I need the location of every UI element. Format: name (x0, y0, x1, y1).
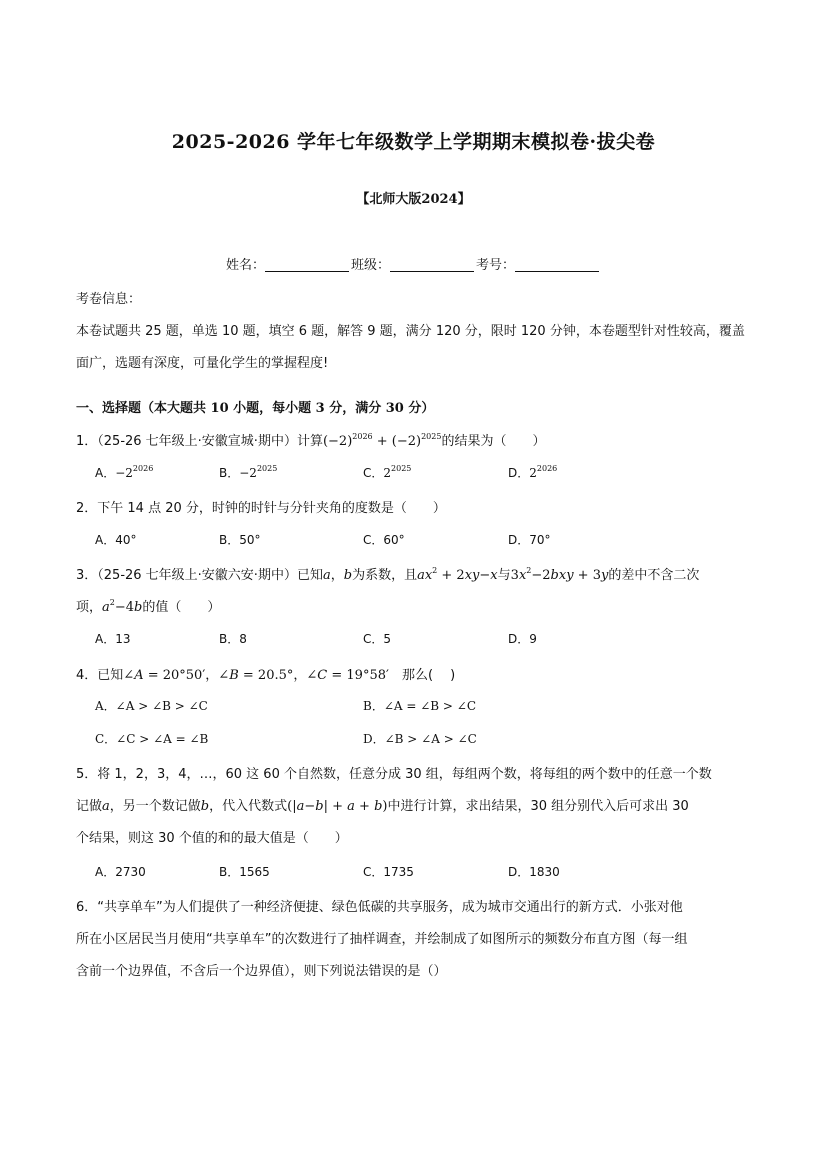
question-5-line-2: 记做a，另一个数记做b，代入代数式(|a−b| + a + b)中进行计算，求出结果，30 组分别代入后可求出 30 (76, 799, 689, 814)
exam-info-heading: 考卷信息： (76, 292, 142, 307)
q1-option-a[interactable]: A．$-2^{2026}$ (95, 464, 154, 480)
name-field[interactable] (265, 257, 349, 272)
q1-option-d[interactable]: D．$2^{2026}$ (508, 464, 558, 480)
student-info-line (0, 254, 827, 273)
section-title: 一、选择题（本大题共 10 小题，每小题 3 分，满分 30 分） (76, 401, 435, 416)
q2-option-c[interactable]: C．60° (363, 533, 405, 547)
question-3: 3．（25-26 七年级上·安徽六安·期中）已知a，b为系数，且$ax^2 + 2xy-x$与$3x^2-2bxy + 3y$的差中不含二次 (76, 566, 700, 583)
id-field[interactable] (515, 257, 599, 272)
exam-info-line-2: 面广，选题有深度，可量化学生的掌握程度! (76, 356, 329, 371)
q2-option-b[interactable]: B．50° (219, 533, 261, 547)
q2-option-d[interactable]: D．70° (508, 533, 551, 547)
q1-suffix: 的结果为（ ） (441, 434, 546, 449)
q5-option-c[interactable]: C．1735 (363, 865, 414, 879)
page-title: 2025-2026 学年七年级数学上学期期末模拟卷·拔尖卷 (171, 131, 656, 153)
exam-info-line-1: 本卷试题共 25 题，单选 10 题，填空 6 题，解答 9 题，满分 120 分，限时 120 分钟，本卷题型针对性较高，覆盖 (76, 324, 745, 339)
question-3-line-2: 项，$a^2-4b$的值（ ） (76, 598, 221, 615)
q1-option-b[interactable]: B．$-2^{2025}$ (219, 464, 278, 480)
q4-option-d[interactable]: D．∠B > ∠A > ∠C (363, 732, 477, 746)
id-label: 考号： (476, 258, 516, 273)
q1-prefix: 1．（25-26 七年级上·安徽宣城·期中）计算 (76, 434, 323, 449)
class-field[interactable] (390, 257, 474, 272)
page-subtitle: 【北师大版2024】 (356, 192, 471, 207)
question-2: 2．下午 14 点 20 分，时钟的时针与分针夹角的度数是（ ） (76, 501, 446, 516)
q4-option-a[interactable]: A．∠A > ∠B > ∠C (95, 699, 208, 713)
class-label: 班级： (350, 258, 390, 273)
q5-option-b[interactable]: B．1565 (219, 865, 270, 879)
question-1 (76, 430, 545, 449)
q3-option-c[interactable]: C．5 (363, 632, 392, 646)
question-4: 4．已知∠A = 20°50′，∠B = 20.5°，∠C = 19°58′ 那么( ) (76, 668, 456, 683)
q3-option-a[interactable]: A．13 (95, 632, 131, 646)
q1-expression: $(-2)^{2026} + (-2)^{2025}$ (322, 432, 442, 449)
question-6-line-2: 所在小区居民当月使用“共享单车”的次数进行了抽样调查，并绘制成了如图所示的频数分布直方图（每一组 (76, 932, 688, 947)
q3-option-d[interactable]: D．9 (508, 632, 537, 646)
q4-option-c[interactable]: C．∠C > ∠A = ∠B (95, 732, 209, 746)
name-label: 姓名： (225, 258, 265, 273)
q4-option-b[interactable]: B．∠A = ∠B > ∠C (363, 699, 477, 713)
question-6-line-3: 含前一个边界值，不含后一个边界值），则下列说法错误的是（） (76, 964, 447, 979)
q3-option-b[interactable]: B．8 (219, 632, 247, 646)
question-5-line-3: 个结果，则这 30 个值的和的最大值是（ ） (76, 831, 348, 846)
question-6: 6．“共享单车”为人们提供了一种经济便捷、绿色低碳的共享服务，成为城市交通出行的新方式．小张对他 (76, 900, 683, 915)
q1-option-c[interactable]: C．$2^{2025}$ (363, 464, 412, 480)
q2-option-a[interactable]: A．40° (95, 533, 137, 547)
q5-option-a[interactable]: A．2730 (95, 865, 146, 879)
question-5: 5．将 1，2，3，4，…，60 这 60 个自然数，任意分成 30 组，每组两个数，将每组的两个数中的任意一个数 (76, 767, 712, 782)
q5-option-d[interactable]: D．1830 (508, 865, 560, 879)
